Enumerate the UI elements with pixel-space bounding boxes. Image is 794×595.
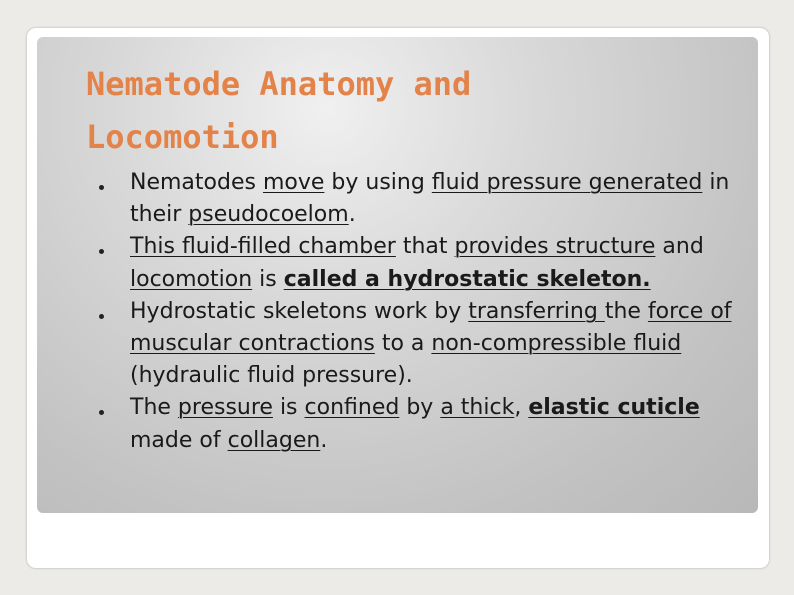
text-run: .	[320, 427, 328, 453]
text-run: by	[399, 395, 441, 421]
text-run: ,	[514, 395, 529, 421]
bullet-dot-icon	[99, 185, 104, 190]
bullet-dot-icon	[99, 410, 104, 415]
text-run: in their	[130, 170, 730, 228]
underlined-term: pseudocoelom	[188, 202, 349, 228]
bullet-dot-icon	[99, 314, 104, 319]
text-run: The	[130, 395, 178, 421]
underlined-term: confined	[304, 395, 400, 421]
underlined-term: move	[262, 170, 325, 195]
underlined-bold-term: elastic cuticle	[528, 395, 700, 421]
underlined-term: locomotion	[130, 266, 253, 292]
underlined-term: non-compressible fluid	[431, 331, 682, 357]
text-run: .	[348, 202, 356, 228]
text-run: Hydrostatic skeletons work by	[130, 298, 469, 324]
underlined-bold-term: called a hydrostatic skeleton.	[283, 266, 651, 292]
slide-title-line-1: Nematode Anatomy and	[86, 65, 472, 103]
bullet-list	[96, 167, 736, 457]
text-run: and	[655, 234, 704, 260]
underlined-term: collagen	[227, 427, 321, 453]
text-run: the	[604, 298, 648, 324]
text-run: made of	[130, 427, 228, 453]
bullet-item	[96, 231, 736, 295]
text-run: to a	[374, 331, 432, 357]
underlined-term: This fluid-filled chamber	[130, 234, 396, 260]
text-run: by using	[324, 170, 432, 195]
text-run: is	[272, 395, 305, 421]
text-run: is	[252, 266, 284, 292]
text-run: Nematodes	[130, 170, 263, 195]
bullet-dot-icon	[99, 249, 104, 254]
underlined-term: pressure	[177, 395, 273, 421]
bullet-item	[96, 167, 736, 231]
bullet-item	[96, 296, 736, 393]
underlined-term: force of muscular contractions	[130, 298, 732, 357]
underlined-term: fluid pressure generated	[431, 170, 703, 195]
slide-title-line-2: Locomotion	[86, 118, 279, 156]
bullet-item	[96, 392, 736, 456]
text-run: (hydraulic fluid pressure).	[130, 363, 413, 389]
slide-title	[86, 58, 706, 164]
underlined-term: a thick	[440, 395, 515, 421]
text-run: that	[395, 234, 455, 260]
underlined-term: provides structure	[454, 234, 656, 260]
underlined-term: transferring	[468, 298, 605, 324]
